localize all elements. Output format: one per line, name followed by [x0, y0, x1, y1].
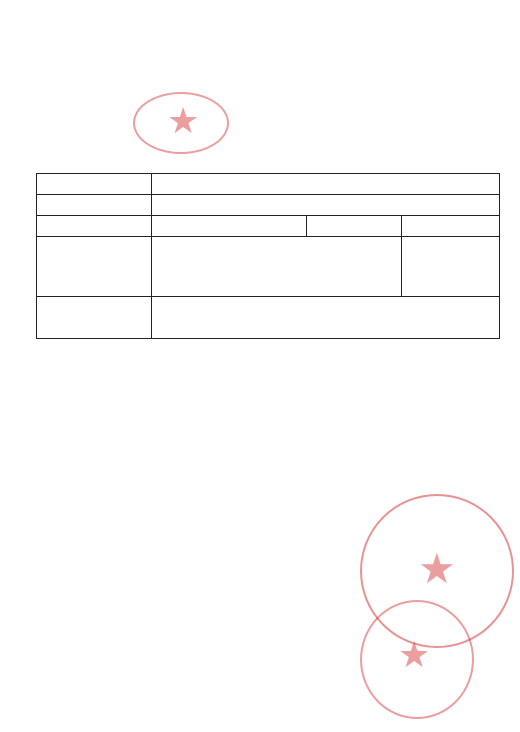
remark-value	[152, 297, 500, 339]
phone-label	[307, 216, 402, 237]
seal-star-icon: ★	[167, 101, 200, 142]
equipment-table	[36, 173, 500, 339]
official-seal-small	[133, 92, 229, 154]
header-no	[37, 237, 152, 297]
contact-label	[37, 216, 152, 237]
header-qty	[402, 237, 500, 297]
phone-value	[402, 216, 500, 237]
remark-label	[37, 297, 152, 339]
school-address-value	[152, 195, 500, 216]
official-seal-bottom	[360, 600, 474, 719]
seal-star-icon: ★	[398, 635, 431, 676]
school-address-label	[37, 195, 152, 216]
school-name-label	[37, 174, 152, 195]
school-name-value	[152, 174, 500, 195]
seal-star-icon: ★	[418, 544, 456, 593]
contact-value	[152, 216, 307, 237]
header-name	[152, 237, 402, 297]
